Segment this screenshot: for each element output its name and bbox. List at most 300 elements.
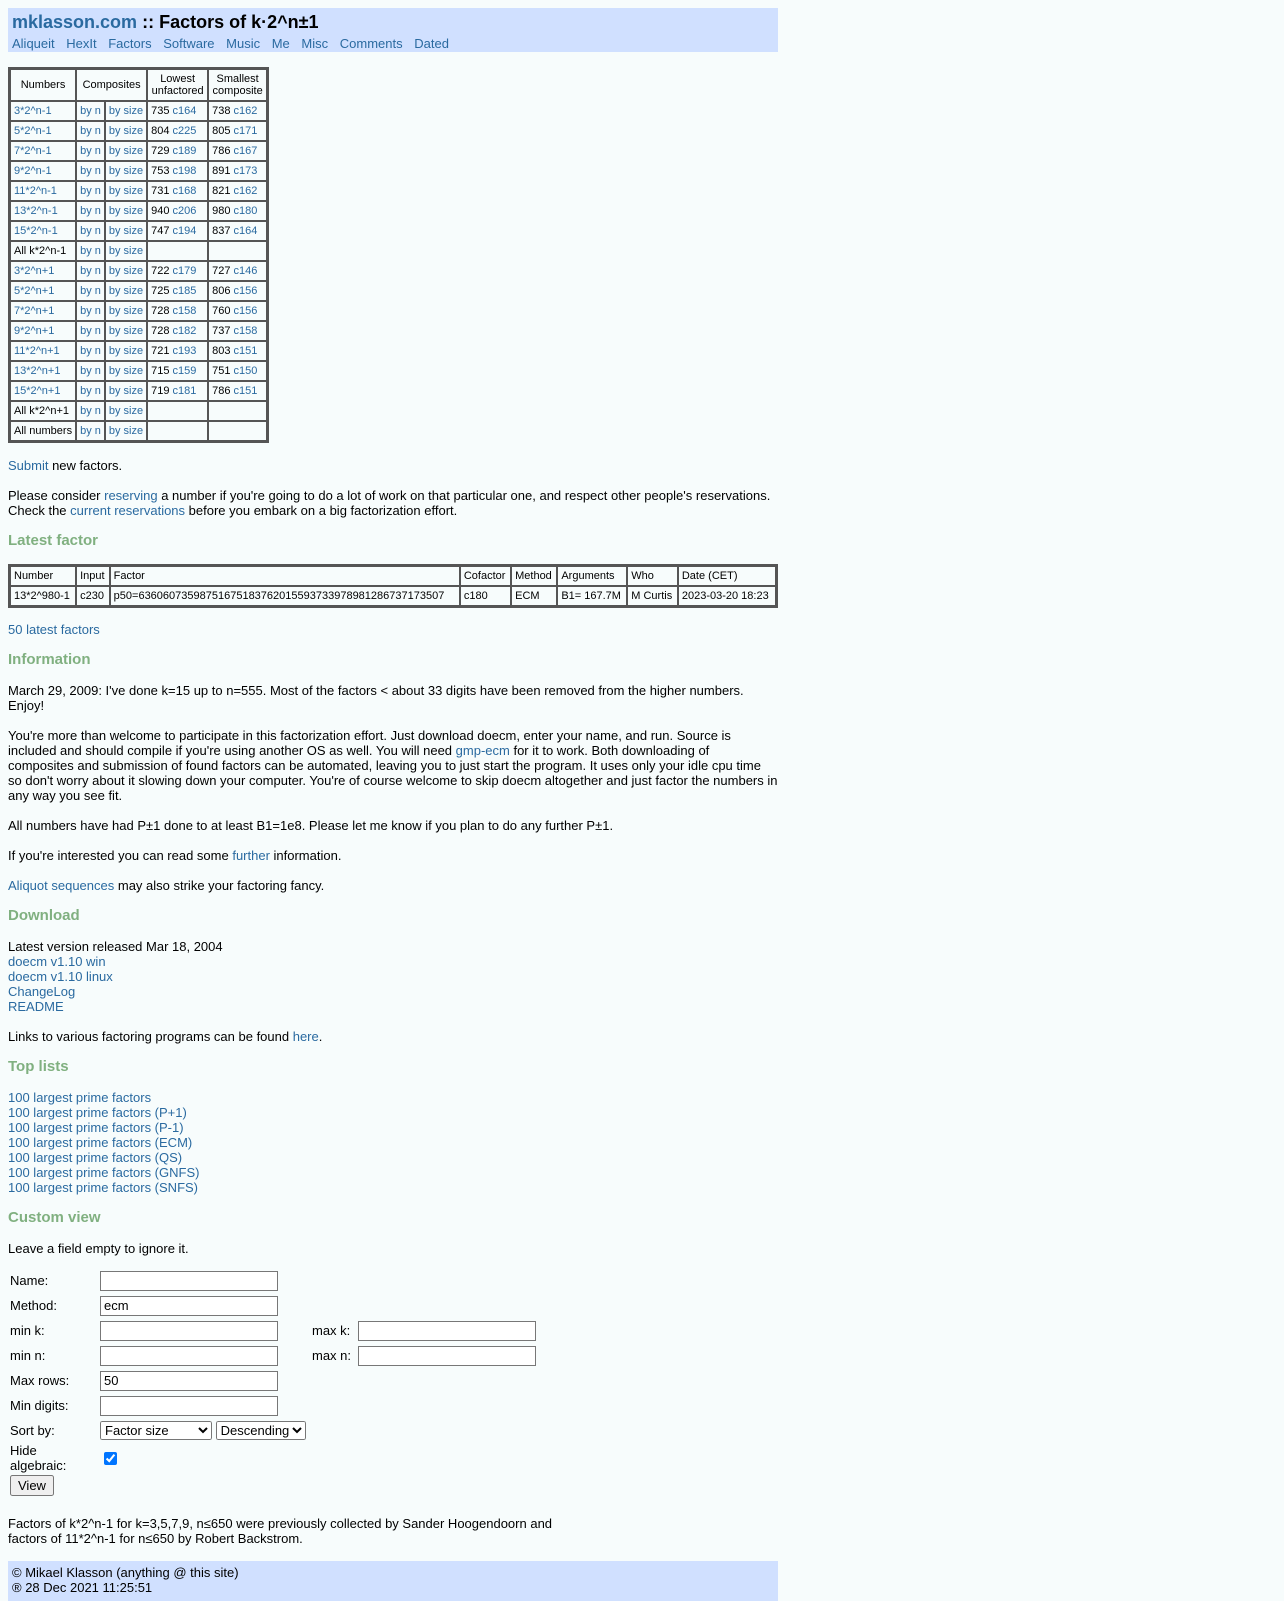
smallest-composite-link[interactable]: c162 (233, 105, 258, 117)
by-n-link[interactable]: by n (80, 125, 101, 137)
factors-table (8, 67, 269, 443)
number-cell (10, 121, 76, 141)
site-footer (8, 1561, 778, 1601)
latest-factor-table (8, 564, 778, 608)
smallest-composite-cell (208, 101, 267, 121)
number-link[interactable]: 13*2^n+1 (14, 365, 61, 377)
lowest-composite-link[interactable]: c198 (172, 165, 197, 177)
by-size-cell (105, 281, 147, 301)
smallest-composite-cell (208, 201, 267, 221)
download-item (8, 954, 778, 969)
nav-factors[interactable]: Factors (108, 36, 152, 51)
info-para-4 (8, 848, 778, 863)
smallest-n: 737 (212, 325, 231, 337)
smallest-n: 803 (212, 345, 231, 357)
lowest-n: 728 (151, 325, 170, 337)
lowest-n: 715 (151, 365, 170, 377)
by-n-link[interactable]: by n (80, 305, 101, 317)
latest-cell-who: M Curtis (627, 586, 678, 606)
by-size-link[interactable]: by size (108, 165, 144, 177)
top-list-item (8, 1105, 778, 1120)
by-n-link[interactable]: by n (80, 145, 101, 157)
custom-view-hint: Leave a field empty to ignore it. (8, 1241, 189, 1256)
download-doecm-v1-10-win-link[interactable]: doecm v1.10 win (8, 954, 106, 969)
by-n-link[interactable]: by n (80, 425, 101, 437)
by-size-cell (105, 241, 147, 261)
lowest-unfactored-cell (147, 281, 208, 301)
by-n-cell (76, 241, 105, 261)
lowest-unfactored-cell (147, 181, 208, 201)
by-size-cell (105, 341, 147, 361)
hide-algebraic-label: Hide algebraic: (10, 1443, 67, 1473)
lowest-unfactored-cell (147, 241, 208, 261)
min-digits-input[interactable] (100, 1396, 278, 1416)
by-size-link[interactable]: by size (108, 145, 144, 157)
by-size-cell (105, 301, 147, 321)
programs-end: . (318, 1029, 323, 1044)
submit-line (8, 458, 778, 473)
table-row (10, 101, 267, 121)
number-cell (10, 221, 76, 241)
latest-factors-link[interactable]: 50 latest factors (8, 622, 100, 637)
nav-me[interactable]: Me (271, 36, 290, 51)
number-cell (10, 241, 76, 261)
number-label: All k*2^n+1 (14, 405, 69, 417)
top-list-item (8, 1180, 778, 1195)
smallest-composite-cell (208, 281, 267, 301)
nav-misc[interactable]: Misc (301, 36, 329, 51)
max-n-input[interactable] (358, 1346, 536, 1366)
reserve-text-2: a number if you're going to do a lot of work on that particular one, and respect other people's reservations. Check the (8, 488, 771, 518)
table-row (10, 241, 267, 261)
download-readme-link[interactable]: README (8, 999, 64, 1014)
number-link[interactable]: 13*2^n-1 (14, 205, 58, 217)
lowest-composite-link[interactable]: c168 (172, 185, 197, 197)
latest-cell-factor: p50=63606073598751675183762015593733978981286737173507 (110, 586, 460, 606)
smallest-n: 751 (212, 365, 231, 377)
col-smallest-composite: Smallest composite (208, 69, 267, 101)
max-k-label: max k: (312, 1323, 351, 1338)
lowest-composite-link[interactable]: c182 (172, 325, 197, 337)
by-size-link[interactable]: by size (108, 125, 144, 137)
smallest-composite-link[interactable]: c162 (233, 185, 258, 197)
nav-software[interactable]: Software (163, 36, 215, 51)
smallest-n: 738 (212, 105, 231, 117)
min-k-label: min k: (10, 1323, 45, 1338)
table-row (10, 201, 267, 221)
smallest-composite-link[interactable]: c151 (233, 345, 258, 357)
col-lowest-unfactored: Lowest unfactored (147, 69, 208, 101)
lowest-n: 721 (151, 345, 170, 357)
smallest-composite-cell (208, 161, 267, 181)
programs-here-link[interactable]: here (292, 1029, 319, 1044)
lowest-composite-link[interactable]: c206 (172, 205, 197, 217)
number-label: All numbers (14, 425, 73, 437)
custom-view-heading: Custom view (8, 1209, 101, 1226)
lowest-unfactored-cell (147, 401, 208, 421)
number-link[interactable]: 5*2^n+1 (14, 285, 55, 297)
info-para-5b: may also strike your factoring fancy. (114, 878, 325, 893)
latest-cell-arguments: B1= 167.7M (557, 586, 627, 606)
table-row (10, 381, 267, 401)
smallest-composite-cell (208, 341, 267, 361)
lowest-n: 804 (151, 125, 170, 137)
by-size-link[interactable]: by size (108, 245, 144, 257)
smallest-composite-cell (208, 221, 267, 241)
number-link[interactable]: 15*2^n-1 (14, 225, 58, 237)
smallest-composite-cell (208, 241, 267, 261)
by-size-cell (105, 161, 147, 181)
by-n-link[interactable]: by n (80, 265, 101, 277)
number-cell (10, 341, 76, 361)
number-link[interactable]: 9*2^n-1 (14, 165, 52, 177)
programs-line (8, 1029, 778, 1044)
method-input[interactable] (100, 1296, 278, 1316)
by-size-link[interactable]: by size (108, 205, 144, 217)
table-row (10, 301, 267, 321)
table-row (10, 141, 267, 161)
lowest-n: 729 (151, 145, 170, 157)
latest-header-method: Method (511, 566, 557, 586)
hide-algebraic-checkbox[interactable] (104, 1452, 117, 1465)
by-n-cell (76, 281, 105, 301)
lowest-n: 753 (151, 165, 170, 177)
nav-dated[interactable]: Dated (414, 36, 449, 51)
number-cell (10, 281, 76, 301)
lowest-unfactored-cell (147, 361, 208, 381)
by-n-link[interactable]: by n (80, 285, 101, 297)
number-cell (10, 321, 76, 341)
top-lists-links (8, 1090, 778, 1195)
number-cell (10, 381, 76, 401)
latest-cell-method: ECM (511, 586, 557, 606)
top-list-link[interactable]: 100 largest prime factors (8, 1090, 152, 1105)
number-link[interactable]: 11*2^n+1 (14, 345, 60, 357)
smallest-composite-link[interactable]: c151 (233, 385, 258, 397)
min-n-label: min n: (10, 1348, 46, 1363)
by-size-link[interactable]: by size (108, 265, 144, 277)
lowest-composite-link[interactable]: c164 (172, 105, 197, 117)
latest-header-factor: Factor (110, 566, 460, 586)
copyright: © Mikael Klasson (anything @ this site) (12, 1565, 239, 1580)
latest-header-input: Input (76, 566, 110, 586)
number-cell (10, 421, 76, 441)
top-nav (12, 36, 774, 51)
latest-header-arguments: Arguments (557, 566, 627, 586)
name-input[interactable] (100, 1271, 278, 1291)
table-row (10, 221, 267, 241)
table-row (10, 181, 267, 201)
number-cell (10, 141, 76, 161)
latest-cell-number: 13*2^980-1 (10, 586, 76, 606)
lowest-composite-link[interactable]: c189 (172, 145, 197, 157)
number-link[interactable]: 7*2^n-1 (14, 145, 52, 157)
lowest-composite-link[interactable]: c194 (172, 225, 197, 237)
latest-header-date-cet: Date (CET) (678, 566, 776, 586)
top-list-item (8, 1165, 778, 1180)
info-para-2 (8, 728, 778, 803)
smallest-composite-cell (208, 121, 267, 141)
lowest-n: 940 (151, 205, 170, 217)
by-size-cell (105, 201, 147, 221)
table-row (10, 321, 267, 341)
by-n-cell (76, 381, 105, 401)
smallest-composite-cell (208, 381, 267, 401)
lowest-unfactored-cell (147, 421, 208, 441)
max-k-input[interactable] (358, 1321, 536, 1341)
lowest-n: 719 (151, 385, 170, 397)
smallest-n: 760 (212, 305, 231, 317)
number-link[interactable]: 3*2^n+1 (14, 265, 55, 277)
smallest-n: 786 (212, 145, 231, 157)
page-title-text: :: Factors of k·2^n±1 (142, 12, 319, 32)
lowest-unfactored-cell (147, 201, 208, 221)
by-n-cell (76, 161, 105, 181)
top-list-link[interactable]: 100 largest prime factors (P-1) (8, 1120, 184, 1135)
by-n-cell (76, 121, 105, 141)
number-cell (10, 161, 76, 181)
custom-view-form (8, 1268, 538, 1498)
info-para-4a: If you're interested you can read some (8, 848, 233, 863)
lowest-unfactored-cell (147, 101, 208, 121)
by-size-cell (105, 361, 147, 381)
by-n-link[interactable]: by n (80, 165, 101, 177)
by-n-link[interactable]: by n (80, 185, 101, 197)
smallest-composite-cell (208, 401, 267, 421)
number-cell (10, 301, 76, 321)
col-numbers: Numbers (10, 69, 76, 101)
nav-aliqueit[interactable]: Aliqueit (12, 36, 55, 51)
site-home-link[interactable]: mklasson.com (12, 12, 138, 32)
by-size-cell (105, 401, 147, 421)
by-n-link[interactable]: by n (80, 225, 101, 237)
lowest-composite-link[interactable]: c179 (172, 265, 197, 277)
smallest-n: 805 (212, 125, 231, 137)
by-size-link[interactable]: by size (108, 385, 144, 397)
min-n-input[interactable] (100, 1346, 278, 1366)
lowest-composite-link[interactable]: c185 (172, 285, 197, 297)
smallest-composite-cell (208, 361, 267, 381)
lowest-n: 747 (151, 225, 170, 237)
by-n-link[interactable]: by n (80, 105, 101, 117)
by-size-link[interactable]: by size (108, 185, 144, 197)
smallest-n: 786 (212, 385, 231, 397)
top-list-link[interactable]: 100 largest prime factors (ECM) (8, 1135, 193, 1150)
credits-line-1: Factors of k*2^n-1 for k=3,5,7,9, n≤650 were previously collected by Sander Hoogendoorn and (8, 1516, 553, 1531)
lowest-unfactored-cell (147, 341, 208, 361)
smallest-n: 806 (212, 285, 231, 297)
download-changelog-link[interactable]: ChangeLog (8, 984, 76, 999)
view-button[interactable]: View (10, 1475, 54, 1496)
reserve-text-3: before you embark on a big factorization effort. (185, 503, 458, 518)
smallest-composite-link[interactable]: c180 (233, 205, 258, 217)
by-size-link[interactable]: by size (108, 225, 144, 237)
smallest-n: 821 (212, 185, 231, 197)
submit-link[interactable]: Submit (8, 458, 49, 473)
by-size-link[interactable]: by size (108, 345, 144, 357)
lowest-n: 731 (151, 185, 170, 197)
download-released: Latest version released Mar 18, 2004 (8, 939, 223, 954)
latest-header-cofactor: Cofactor (460, 566, 511, 586)
lowest-composite-link[interactable]: c159 (172, 365, 197, 377)
credits-line-2: factors of 11*2^n-1 for n≤650 by Robert Backstrom. (8, 1531, 303, 1546)
info-para-2a: You're more than welcome to participate in this factorization effort. Just download doecm, enter your name, and run. Source is included and should compile if you're using another OS as well. You will need (8, 728, 731, 758)
min-k-input[interactable] (100, 1321, 278, 1341)
latest-cell-input: c230 (76, 586, 110, 606)
lowest-unfactored-cell (147, 301, 208, 321)
sort-by-select[interactable] (100, 1421, 212, 1440)
top-list-link[interactable]: 100 largest prime factors (P+1) (8, 1105, 187, 1120)
smallest-composite-cell (208, 261, 267, 281)
number-cell (10, 401, 76, 421)
table-row (10, 361, 267, 381)
by-n-cell (76, 301, 105, 321)
table-row (10, 421, 267, 441)
by-size-link[interactable]: by size (108, 305, 144, 317)
smallest-composite-cell (208, 141, 267, 161)
download-item (8, 969, 778, 984)
by-size-cell (105, 121, 147, 141)
latest-header-number: Number (10, 566, 76, 586)
lowest-composite-link[interactable]: c158 (172, 305, 197, 317)
by-size-cell (105, 321, 147, 341)
lowest-unfactored-cell (147, 121, 208, 141)
by-size-link[interactable]: by size (108, 405, 144, 417)
latest-cell-cofactor: c180 (460, 586, 511, 606)
lowest-unfactored-cell (147, 321, 208, 341)
number-link[interactable]: 11*2^n-1 (14, 185, 57, 197)
sort-order-select[interactable] (216, 1421, 306, 1440)
smallest-composite-cell (208, 321, 267, 341)
lowest-composite-link[interactable]: c181 (172, 385, 197, 397)
top-list-item (8, 1090, 778, 1105)
info-para-2b: for it to work. Both downloading of composites and submission of found factors can be automated, leaving you to just start the program. It uses only your idle cpu time so don't worry about it slowing down your computer. You're of course welcome to skip doecm altogether and just factor the numbers in any way you see fit. (8, 743, 778, 803)
site-header (8, 8, 778, 52)
number-link[interactable]: 15*2^n+1 (14, 385, 61, 397)
lowest-n: 722 (151, 265, 170, 277)
number-link[interactable]: 9*2^n+1 (14, 325, 55, 337)
table-row (10, 401, 267, 421)
lowest-n: 725 (151, 285, 170, 297)
reserve-text-1: Please consider (8, 488, 105, 503)
by-n-cell (76, 101, 105, 121)
by-n-link[interactable]: by n (80, 405, 101, 417)
by-n-cell (76, 261, 105, 281)
by-n-link[interactable]: by n (80, 325, 101, 337)
by-n-link[interactable]: by n (80, 345, 101, 357)
table-row (10, 281, 267, 301)
aliquot-sequences-link[interactable]: Aliquot sequences (8, 878, 115, 893)
by-size-link[interactable]: by size (108, 365, 144, 377)
smallest-composite-link[interactable]: c173 (233, 165, 258, 177)
smallest-composite-link[interactable]: c150 (233, 365, 258, 377)
sort-label: Sort by: (10, 1423, 55, 1438)
number-cell (10, 201, 76, 221)
col-composites: Composites (76, 69, 147, 101)
info-para-4b: information. (269, 848, 342, 863)
info-para-3: All numbers have had P±1 done to at least B1=1e8. Please let me know if you plan to do any further P±1. (8, 818, 614, 833)
by-n-link[interactable]: by n (80, 205, 101, 217)
number-link[interactable]: 7*2^n+1 (14, 305, 55, 317)
page-title (12, 8, 774, 32)
nav-comments[interactable]: Comments (339, 36, 403, 51)
table-row (10, 341, 267, 361)
smallest-composite-link[interactable]: c164 (233, 225, 258, 237)
by-n-cell (76, 141, 105, 161)
download-links (8, 954, 778, 1014)
top-list-link[interactable]: 100 largest prime factors (QS) (8, 1150, 183, 1165)
smallest-composite-link[interactable]: c158 (233, 325, 258, 337)
lowest-unfactored-cell (147, 261, 208, 281)
lowest-unfactored-cell (147, 161, 208, 181)
by-n-link[interactable]: by n (80, 385, 101, 397)
by-size-link[interactable]: by size (108, 325, 144, 337)
max-rows-input[interactable] (100, 1371, 278, 1391)
download-doecm-v1-10-linux-link[interactable]: doecm v1.10 linux (8, 969, 113, 984)
gmp-ecm-link[interactable]: gmp-ecm (455, 743, 510, 758)
smallest-n: 891 (212, 165, 231, 177)
by-size-link[interactable]: by size (108, 425, 144, 437)
smallest-composite-link[interactable]: c146 (233, 265, 258, 277)
top-list-item (8, 1150, 778, 1165)
number-cell (10, 261, 76, 281)
by-n-cell (76, 401, 105, 421)
by-n-cell (76, 181, 105, 201)
smallest-composite-link[interactable]: c156 (233, 285, 258, 297)
last-updated: ® 28 Dec 2021 11:25:51 (12, 1580, 153, 1595)
by-n-cell (76, 421, 105, 441)
top-list-link[interactable]: 100 largest prime factors (GNFS) (8, 1165, 200, 1180)
number-link[interactable]: 3*2^n-1 (14, 105, 52, 117)
method-label: Method: (10, 1298, 57, 1313)
nav-hexit[interactable]: HexIt (66, 36, 97, 51)
latest-factor-heading: Latest factor (8, 532, 99, 549)
top-lists-heading: Top lists (8, 1058, 69, 1075)
lowest-unfactored-cell (147, 141, 208, 161)
by-size-cell (105, 381, 147, 401)
current-reservations-link[interactable]: current reservations (70, 503, 186, 518)
table-row (10, 261, 267, 281)
smallest-composite-link[interactable]: c171 (233, 125, 258, 137)
further-link[interactable]: further (232, 848, 270, 863)
smallest-composite-cell (208, 421, 267, 441)
table-row (10, 121, 267, 141)
by-size-cell (105, 421, 147, 441)
top-list-link[interactable]: 100 largest prime factors (SNFS) (8, 1180, 199, 1195)
lowest-composite-link[interactable]: c193 (172, 345, 197, 357)
number-cell (10, 101, 76, 121)
by-n-link[interactable]: by n (80, 245, 101, 257)
lowest-n: 728 (151, 305, 170, 317)
reserving-link[interactable]: reserving (104, 488, 158, 503)
top-list-item (8, 1135, 778, 1150)
smallest-composite-link[interactable]: c167 (233, 145, 258, 157)
smallest-composite-cell (208, 181, 267, 201)
by-size-link[interactable]: by size (108, 105, 144, 117)
lowest-composite-link[interactable]: c225 (172, 125, 197, 137)
max-rows-label: Max rows: (10, 1373, 70, 1388)
smallest-n: 980 (212, 205, 231, 217)
nav-music[interactable]: Music (226, 36, 261, 51)
lowest-n: 735 (151, 105, 170, 117)
by-size-link[interactable]: by size (108, 285, 144, 297)
by-n-link[interactable]: by n (80, 365, 101, 377)
information-heading: Information (8, 651, 91, 668)
by-n-cell (76, 221, 105, 241)
by-n-cell (76, 341, 105, 361)
number-link[interactable]: 5*2^n-1 (14, 125, 52, 137)
smallest-composite-link[interactable]: c156 (233, 305, 258, 317)
